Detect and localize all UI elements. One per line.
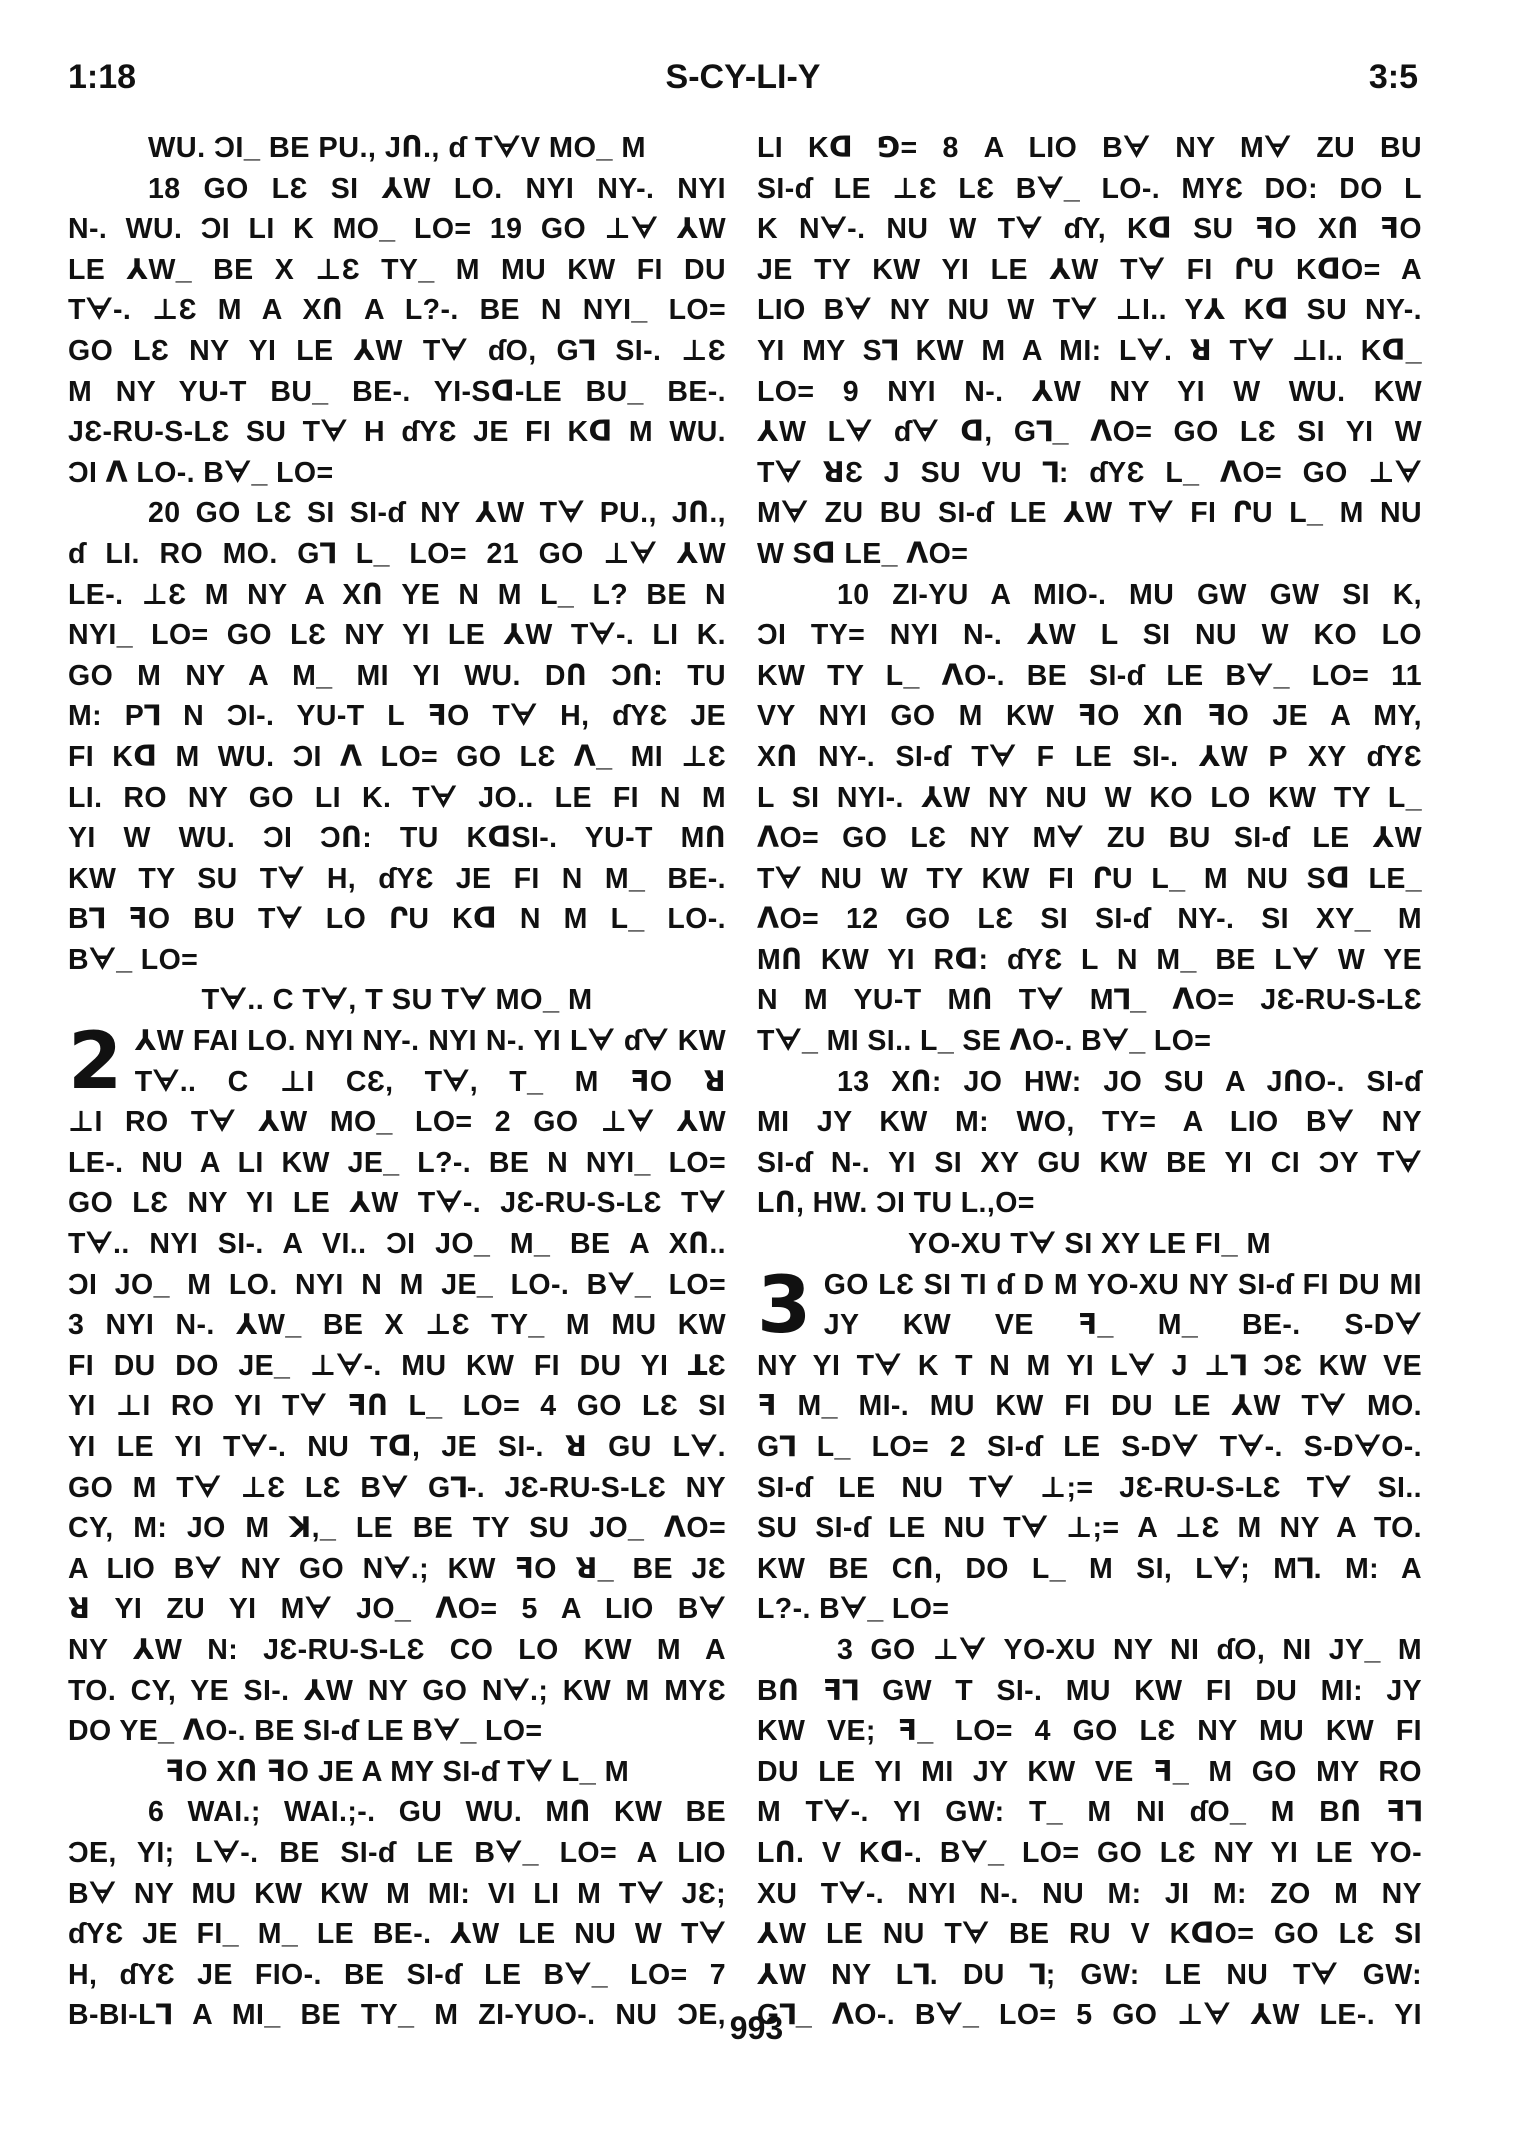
line-text: ɗ LI. RO MO. Gꓶ L_ LO= 21 GO ⊥ᗄ ⅄W	[68, 537, 726, 570]
line-text: Tᗄ ꓤƐ J SU VU ꓶ: ɗYƐ L_ ᐱO= GO ⊥ᗄ	[757, 456, 1422, 489]
text-line	[757, 899, 1422, 940]
line-text: 13 XՈ: JO HW: JO SU A JՈO-. SI-ɗ	[837, 1065, 1422, 1098]
text-line	[757, 696, 1422, 737]
text-line	[68, 899, 726, 940]
text-line	[757, 1914, 1422, 1955]
line-text: Bᗄ NY MU KW KW M MI: VI LI M Tᗄ JƐ;	[68, 1877, 726, 1910]
line-text: Tᗄ-. ⊥Ɛ M A XՈ A L?-. BE N NYI_ LO=	[68, 294, 726, 327]
line-text: Gꓶ_ ᐱO-. Bᗄ_ LO= 5 GO ⊥ᗄ ⅄W LE-. YI	[757, 1999, 1422, 2032]
text-line	[68, 250, 726, 291]
line-text: MI JY KW M: WO, TY= A LIO Bᗄ NY	[757, 1106, 1422, 1139]
text-line	[68, 1386, 726, 1427]
text-line	[68, 1102, 726, 1143]
text-line	[757, 615, 1422, 656]
page-number: 993	[729, 2010, 784, 2046]
text-line	[757, 1021, 1422, 1062]
text-line	[68, 331, 726, 372]
line-text: YI LE YI Tᗄ-. NU Tᗡ, JE SI-. ꓤ GU Lᗄ.	[68, 1431, 726, 1463]
line-text: WU. ƆI_ BE PU., JՈ., ɗ TᗄV MO_ M	[148, 132, 646, 164]
text-line	[757, 859, 1422, 900]
line-text: VY NYI GO M KW ꟻO XՈ ꟻO JE A MY,	[757, 700, 1422, 733]
text-line	[68, 859, 726, 900]
line-text: LI. RO NY GO LI K. Tᗄ JO.. LE FI N M	[68, 781, 726, 814]
line-text: Tᗄ.. NYI SI-. A VI.. ƆI JO_ M_ BE A XՈ..	[68, 1228, 726, 1261]
line-text: ƆI JO_ M LO. NYI N M JE_ LO-. Bᗄ_ LO=	[68, 1268, 726, 1301]
text-line	[757, 980, 1422, 1021]
text-line	[757, 1468, 1422, 1509]
line-text: B-BI-Lꓶ A MI_ BE TY_ M ZI-YUO-. NU ƆE,	[68, 1999, 726, 2032]
line-text: GO LƐ NY YI LE ⅄W Tᗄ-. JƐ-RU-S-LƐ Tᗄ	[68, 1187, 726, 1220]
text-line	[757, 290, 1422, 331]
line-text: Tᗄ.. C Tᗄ, T SU Tᗄ MO_ M	[201, 984, 593, 1017]
text-line	[68, 818, 726, 859]
text-line	[68, 1468, 726, 1509]
line-text: ꟻ M_ MI-. MU KW FI DU LE ⅄W Tᗄ MO.	[757, 1390, 1422, 1423]
line-text: YI ⊥I RO YI Tᗄ ꟻՈ L_ LO= 4 GO LƐ SI	[68, 1390, 726, 1423]
text-line	[757, 818, 1422, 859]
line-text: ƆI TY= NYI N-. ⅄W L SI NU W KO LO	[757, 619, 1422, 652]
line-text: 6 WAI.; WAI.;-. GU WU. MՈ KW BE	[148, 1796, 726, 1829]
line-text: ⅄W NY Lꓶ. DU ꓶ; GW: LE NU Tᗄ GW:	[757, 1958, 1422, 1991]
text-line	[757, 1671, 1422, 1712]
line-text: TO. CY, YE SI-. ⅄W NY GO Nᗄ.; KW M MYƐ	[68, 1674, 726, 1707]
line-text: Tᗄ_ MI SI.. L_ SE ᐱO-. Bᗄ_ LO=	[757, 1025, 1212, 1058]
line-text: Bꓶ ꟻO BU Tᗄ LO ՐU Kᗡ N M L_ LO-.	[68, 903, 726, 936]
text-line	[68, 169, 726, 210]
line-text: LՈ. V Kᗡ-. Bᗄ_ LO= GO LƐ NY YI LE YO-	[757, 1836, 1422, 1869]
line-text: Bᗄ_ LO=	[68, 943, 199, 976]
line-text: BՈ ꟻꓶ GW T SI-. MU KW FI DU MI: JY	[757, 1674, 1422, 1707]
line-text: LՈ, HW. ƆI TU L.,O=	[757, 1187, 1035, 1220]
text-line	[757, 1062, 1422, 1103]
text-line	[68, 778, 726, 819]
text-line	[757, 1752, 1422, 1793]
line-text: FI DU DO JE_ ⊥ᗄ-. MU KW FI DU YI ꓕƐ	[68, 1349, 726, 1382]
book-title: S-CY-LI-Y	[665, 58, 821, 96]
text-line	[68, 1671, 726, 1712]
text-line	[757, 1143, 1422, 1184]
text-line	[757, 1833, 1422, 1874]
line-text: Mᗄ ZU BU SI-ɗ LE ⅄W Tᗄ FI ՐU L_ M NU	[757, 497, 1422, 530]
line-text: Gꓶ L_ LO= 2 SI-ɗ LE S-Dᗄ Tᗄ-. S-DᗄO-.	[757, 1431, 1422, 1463]
line-text: ⅄W LE NU Tᗄ BE RU V KᗡO= GO LƐ SI	[757, 1918, 1422, 1951]
text-line	[757, 493, 1422, 534]
line-text: JE TY KW YI LE ⅄W Tᗄ FI ՐU KᗡO= A	[757, 253, 1422, 286]
text-line	[68, 412, 726, 453]
text-line	[757, 1427, 1422, 1468]
line-text: KW TY L_ ᐱO-. BE SI-ɗ LE Bᗄ_ LO= 11	[757, 659, 1422, 692]
line-text: DO YE_ ᐱO-. BE SI-ɗ LE Bᗄ_ LO=	[68, 1715, 543, 1748]
text-line	[68, 1346, 726, 1387]
line-text: DU LE YI MI JY KW VE ꟻ_ M GO MY RO	[757, 1755, 1422, 1788]
section-heading	[68, 1752, 726, 1793]
line-text: XU Tᗄ-. NYI N-. NU M: JI M: ZO M NY	[757, 1877, 1422, 1910]
line-text: N-. WU. ƆI LI K MO_ LO= 19 GO ⊥ᗄ ⅄W	[68, 213, 726, 246]
text-line	[68, 1265, 726, 1306]
text-line	[757, 778, 1422, 819]
line-text: ꓤ YI ZU YI Mᗄ JO_ ᐱO= 5 A LIO Bᗄ	[68, 1593, 726, 1626]
text-line	[757, 1630, 1422, 1671]
line-text: GO LƐ SI TI ɗ D M YO-XU NY SI-ɗ FI DU MI JY KW VE ꟻ_ M_ BE-. S-Dᗄ	[823, 1268, 1422, 1342]
line-text: LO= 9 NYI N-. ⅄W NY YI W WU. KW	[757, 375, 1422, 408]
line-text: YI W WU. ƆI ƆՈ: TU KᗡSI-. YU-T MՈ	[68, 822, 726, 855]
text-line	[757, 940, 1422, 981]
line-text: ⅄W FAI LO. NYI NY-. NYI N-. YI Lᗄ ɗᗄ KW Tᗄ.. C ⊥I CƐ, Tᗄ, T_ M ꟻO ꓤ	[134, 1025, 726, 1098]
line-text: LI Kᗡ ⅁= 8 A LIO Bᗄ NY Mᗄ ZU BU	[757, 132, 1422, 164]
line-text: FI Kᗡ M WU. ƆI ᐱ LO= GO LƐ ᐱ_ MI ⊥Ɛ	[68, 740, 726, 773]
line-text: SI-ɗ LE NU Tᗄ ⊥;= JƐ-RU-S-LƐ Tᗄ SI..	[757, 1471, 1422, 1504]
line-text: GO M Tᗄ ⊥Ɛ LƐ Bᗄ Gꓶ-. JƐ-RU-S-LƐ NY	[68, 1471, 726, 1504]
text-line	[757, 575, 1422, 616]
right-text-column	[757, 128, 1422, 2036]
line-text: LE-. NU A LI KW JE_ L?-. BE N NYI_ LO=	[68, 1146, 726, 1179]
line-text: H, ɗYƐ JE FIO-. BE SI-ɗ LE Bᗄ_ LO= 7	[68, 1958, 726, 1991]
line-text: L SI NYI-. ⅄W NY NU W KO LO KW TY L_	[757, 781, 1422, 814]
text-line	[757, 656, 1422, 697]
left-text-column	[68, 128, 726, 2036]
text-line	[757, 331, 1422, 372]
text-line	[68, 615, 726, 656]
line-text: Tᗄ NU W TY KW FI ՐU L_ M NU Sᗡ LE_	[757, 862, 1422, 895]
line-text: KW VE; ꟻ_ LO= 4 GO LƐ NY MU KW FI	[757, 1715, 1422, 1748]
line-text: W Sᗡ LE_ ᐱO=	[757, 537, 969, 570]
line-text: 18 GO LƐ SI ⅄W LO. NYI NY-. NYI	[148, 172, 726, 205]
line-text: YO-XU Tᗄ SI XY LE FI_ M	[907, 1228, 1272, 1261]
text-line	[757, 1711, 1422, 1752]
text-line	[757, 1102, 1422, 1143]
text-line	[757, 1955, 1422, 1996]
text-line	[757, 1183, 1422, 1224]
line-text: L?-. Bᗄ_ LO=	[757, 1593, 950, 1626]
text-line	[68, 453, 726, 494]
text-line	[757, 1508, 1422, 1549]
text-line	[68, 1305, 726, 1346]
text-line	[68, 1792, 726, 1833]
line-text: CY, M: JO M ꓘ,_ LE BE TY SU JO_ ᐱO=	[68, 1512, 726, 1545]
chapter-opening	[757, 1260, 1422, 1351]
chapter-opening	[68, 1017, 726, 1108]
section-heading	[757, 1224, 1422, 1265]
line-text: ƆI ᐱ LO-. Bᗄ_ LO=	[68, 456, 334, 489]
chapter-number: 3	[757, 1260, 812, 1351]
text-line	[68, 737, 726, 778]
line-text: KW TY SU Tᗄ H, ɗYƐ JE FI N M_ BE-.	[68, 862, 726, 895]
text-line	[757, 412, 1422, 453]
line-text: 3 GO ⊥ᗄ YO-XU NY NI ɗO, NI JY_ M	[837, 1633, 1422, 1666]
text-line	[757, 453, 1422, 494]
line-text: K Nᗄ-. NU W Tᗄ ɗY, Kᗡ SU ꟻO XՈ ꟻO	[757, 213, 1422, 246]
text-line	[757, 1549, 1422, 1590]
chapter-number: 2	[68, 1017, 123, 1108]
text-line	[68, 1711, 726, 1752]
line-text: ɗYƐ JE FI_ M_ LE BE-. ⅄W LE NU W Tᗄ	[68, 1918, 726, 1951]
text-line	[757, 209, 1422, 250]
text-line	[68, 1589, 726, 1630]
text-line	[68, 1549, 726, 1590]
line-text: NYI_ LO= GO LƐ NY YI LE ⅄W Tᗄ-. LI K.	[68, 619, 726, 652]
line-text: A LIO Bᗄ NY GO Nᗄ.; KW ꟻO ꓤ_ BE JƐ	[68, 1552, 726, 1585]
text-line	[68, 1874, 726, 1915]
text-line	[757, 1589, 1422, 1630]
line-text: GO LƐ NY YI LE ⅄W Tᗄ ɗO, Gꓶ SI-. ⊥Ɛ	[68, 334, 726, 367]
line-text: ⅄W Lᗄ ɗᗄ ᗡ, Gꓶ_ ᐱO= GO LƐ SI YI W	[757, 416, 1422, 449]
line-text: ᐱO= GO LƐ NY Mᗄ ZU BU SI-ɗ LE ⅄W	[757, 822, 1422, 855]
line-text: NY ⅄W N: JƐ-RU-S-LƐ CO LO KW M A	[68, 1633, 726, 1666]
text-line	[757, 128, 1422, 169]
text-line	[68, 209, 726, 250]
line-text: ᐱO= 12 GO LƐ SI SI-ɗ NY-. SI XY_ M	[757, 903, 1422, 936]
text-line	[68, 1833, 726, 1874]
line-text: ꟻO XՈ ꟻO JE A MY SI-ɗ Tᗄ L_ M	[164, 1755, 630, 1788]
line-text: YI MY Sꓶ KW M A MI: Lᗄ. ꓤ Tᗄ ⊥I.. Kᗡ_	[757, 334, 1422, 367]
text-line	[68, 1630, 726, 1671]
line-text: SI-ɗ N-. YI SI XY GU KW BE YI CI ƆY Tᗄ	[757, 1146, 1422, 1179]
section-heading	[68, 128, 726, 169]
text-line	[68, 1955, 726, 1996]
page-header	[68, 58, 1418, 108]
text-line	[757, 372, 1422, 413]
text-line	[68, 1183, 726, 1224]
text-line	[68, 1508, 726, 1549]
text-line	[757, 250, 1422, 291]
chapter-verse-start: 1:18	[68, 58, 137, 96]
text-line	[757, 169, 1422, 210]
text-line	[68, 290, 726, 331]
line-text: MՈ KW YI Rᗡ: ɗYƐ L N M_ BE Lᗄ W YE	[757, 943, 1422, 976]
text-line	[757, 737, 1422, 778]
text-line	[68, 940, 726, 981]
line-text: 20 GO LƐ SI SI-ɗ NY ⅄W Tᗄ PU., JՈ.,	[148, 497, 726, 530]
text-line	[68, 493, 726, 534]
text-line	[757, 1792, 1422, 1833]
text-line	[757, 1386, 1422, 1427]
line-text: GO M NY A M_ MI YI WU. DՈ ƆՈ: TU	[68, 659, 726, 692]
line-text: LIO Bᗄ NY NU W Tᗄ ⊥I.. Y⅄ Kᗡ SU NY-.	[757, 294, 1422, 327]
text-line	[757, 534, 1422, 575]
line-text: ƆE, YI; Lᗄ-. BE SI-ɗ LE Bᗄ_ LO= A LIO	[68, 1836, 726, 1869]
text-line	[68, 656, 726, 697]
section-heading	[68, 980, 726, 1021]
text-line	[68, 696, 726, 737]
line-text: M Tᗄ-. YI GW: T_ M NI ɗO_ M BՈ ꟻꓶ	[757, 1796, 1422, 1829]
text-line	[68, 1143, 726, 1184]
text-line	[68, 1427, 726, 1468]
text-line	[757, 1874, 1422, 1915]
line-text: 3 NYI N-. ⅄W_ BE X ⊥Ɛ TY_ M MU KW	[68, 1309, 726, 1342]
line-text: SU SI-ɗ LE NU Tᗄ ⊥;= A ⊥Ɛ M NY A TO.	[757, 1512, 1422, 1545]
line-text: JƐ-RU-S-LƐ SU Tᗄ H ɗYƐ JE FI Kᗡ M WU.	[68, 416, 726, 449]
line-text: 10 ZI-YU A MIO-. MU GW GW SI K,	[837, 578, 1422, 611]
chapter-verse-end: 3:5	[1368, 58, 1418, 96]
line-text: KW BE CՈ, DO L_ M SI, Lᗄ; Mꓶ. M: A	[757, 1552, 1422, 1585]
text-line	[757, 1346, 1422, 1387]
line-text: SI-ɗ LE ⊥Ɛ LƐ Bᗄ_ LO-. MYƐ DO: DO L	[757, 172, 1422, 205]
line-text: N M YU-T MՈ Tᗄ Mꓶ_ ᐱO= JƐ-RU-S-LƐ	[757, 984, 1422, 1017]
text-line	[68, 575, 726, 616]
line-text: XՈ NY-. SI-ɗ Tᗄ F LE SI-. ⅄W P XY ɗYƐ	[757, 740, 1422, 773]
text-line	[68, 1224, 726, 1265]
text-line	[68, 372, 726, 413]
line-text: ⊥I RO Tᗄ ⅄W MO_ LO= 2 GO ⊥ᗄ ⅄W	[68, 1106, 726, 1139]
line-text: LE ⅄W_ BE X ⊥Ɛ TY_ M MU KW FI DU	[68, 253, 726, 286]
line-text: M: Pꓶ N ƆI-. YU-T L ꟻO Tᗄ H, ɗYƐ JE	[68, 700, 726, 733]
line-text: LE-. ⊥Ɛ M NY A XՈ YE N M L_ L? BE N	[68, 578, 726, 611]
text-line	[68, 534, 726, 575]
line-text: NY YI Tᗄ K T N M YI Lᗄ J ⊥ꓶ ƆƐ KW VE	[757, 1349, 1422, 1382]
line-text: M NY YU-T BU_ BE-. YI-Sᗡ-LE BU_ BE-.	[68, 375, 726, 408]
text-line	[68, 1914, 726, 1955]
